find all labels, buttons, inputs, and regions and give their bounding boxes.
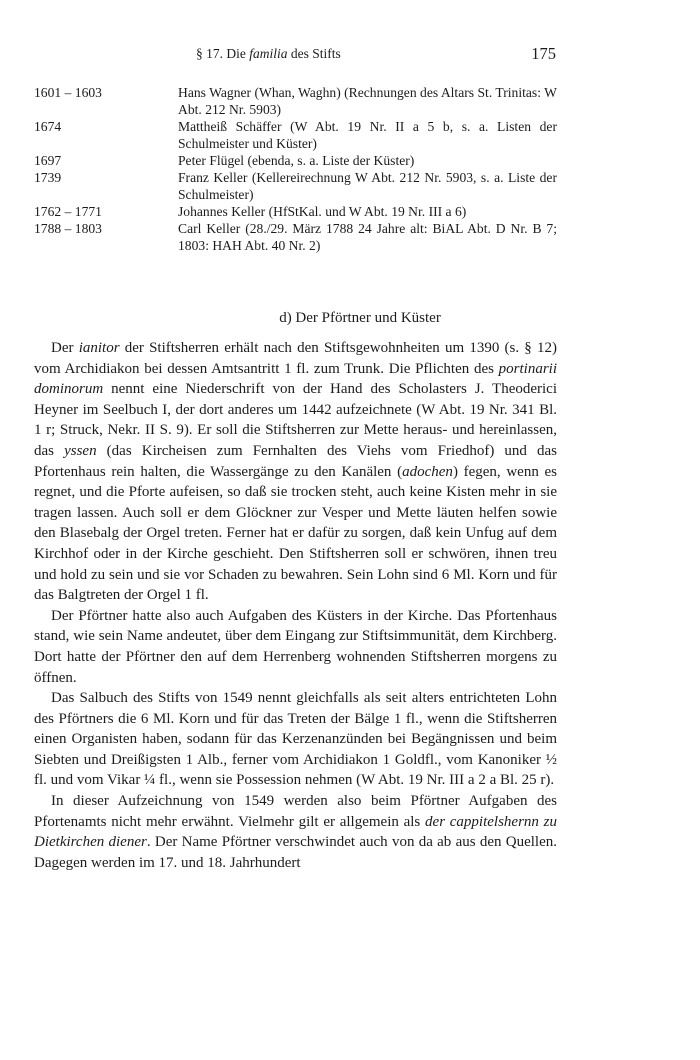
page-number: 175	[531, 44, 556, 63]
list-item	[34, 152, 557, 169]
italic-term: ianitor	[78, 340, 120, 356]
paragraph-2: Der Pförtner hatte also auch Aufgaben des Küsters in der Kirche. Das Pfortenhaus stand, wie sein Name andeutet, über dem Eingang zur Stiftsimmunität, dem Kirchberg. Dort hatte der Pförtner den auf dem Herrenberg wohnenden Stiftsherren morgens zu öffnen.	[34, 607, 557, 686]
list-item-date: 1739	[34, 170, 62, 185]
list-item-date: 1601 – 1603	[34, 85, 102, 100]
paragraph-3: Das Salbuch des Stifts von 1549 nennt gleichfalls als seit alters entrichteten Lohn des Pförtners die 6 Ml. Korn und für das Treten der Bälge 1 fl., wenn die Stiftsherren einen Organisten haben, sodann für das Kerzenanzünden bei Begängnissen und beim Siebten und Dreißigsten 1 Alb., ferner vom Archidiakon 1 Goldfl., vom Kanoniker ½ fl. und vom Vikar ¼ fl., wenn sie Possession nehmen (W Abt. 19 Nr. III a 2 a Bl. 25 r).	[34, 690, 557, 789]
text-run: nennt eine Niederschrift von der Hand des Scholasters J. Theoderici Heyner im Seelbuch I, der dort anderes um 1442 aufzeichnete (W Abt. 19 Nr. 341 Bl. 1 r; Struck, Nekr. II S. 9). Er soll die Stiftsherren zur Mette heraus- und hereinlassen, das	[34, 381, 557, 459]
running-header	[144, 46, 556, 66]
header-title-prefix: § 17. Die	[196, 46, 246, 61]
list-item-text: Mattheiß Schäffer (W Abt. 19 Nr. II a 5 b, s. a. Listen der Schulmeister und Küster)	[178, 119, 557, 151]
list-item-text: Franz Keller (Kellereirechnung W Abt. 212 Nr. 5903, s. a. Liste der Schulmeister)	[178, 170, 557, 202]
list-item-date: 1762 – 1771	[34, 204, 102, 219]
name-date-list	[34, 84, 557, 254]
header-title-italic: familia	[249, 46, 288, 61]
body-text	[34, 338, 557, 873]
list-item	[34, 118, 557, 152]
italic-term: yssen	[64, 442, 97, 459]
header-title	[196, 46, 341, 62]
text-run: In dieser Aufzeichnung von 1549 werden also beim Pförtner Aufgaben des Pfortenamts nicht mehr erwähnt. Vielmehr gilt er allgemein als	[34, 793, 557, 830]
list-item-date: 1674	[34, 119, 62, 134]
italic-term: adochen	[402, 463, 453, 480]
italic-quote: der cappitelshernn zu Dietkirchen diener	[34, 813, 558, 851]
paragraph-4	[34, 791, 557, 873]
text-run: . Der Name Pförtner verschwindet auch von da ab aus den Quellen. Dagegen werden im 17. und 18. Jahrhundert	[34, 834, 557, 871]
list-item-text: Johannes Keller (HfStKal. und W Abt. 19 Nr. III a 6)	[178, 204, 467, 219]
list-item-text: Carl Keller (28./29. März 1788 24 Jahre alt: BiAL Abt. D Nr. B 7; 1803: HAH Abt. 40 Nr. 2)	[178, 221, 557, 253]
paragraph-1	[34, 338, 557, 606]
header-title-suffix: des Stifts	[290, 46, 341, 61]
list-item-date: 1788 – 1803	[34, 221, 102, 236]
italic-term: portinarii dominorum	[34, 360, 557, 398]
text-run: Der	[51, 340, 79, 356]
text-run: der Stiftsherren erhält nach den Stiftsgewohnheiten um 1390 (s. § 12) vom Archidiakon bei dessen Amtsantritt 1 fl. zum Trunk. Die Pflichten des	[34, 340, 557, 377]
list-item-text: Hans Wagner (Whan, Waghn) (Rechnungen des Altars St. Trinitas: W Abt. 212 Nr. 5903)	[178, 85, 557, 117]
text-run: ) fegen, wenn es regnet, und die Pforte aufeisen, so daß sie trocken steht, auch keine Kisten mehr in sie tragen lassen. Auch soll er dem Glöckner zur Vesper und Mette läuten helfen sowie den Blasebalg der Orgel treten. Ferner hat er dafür zu sorgen, daß kein Unfug auf dem Kirchhof oder in der Kirche geschieht. Den Stiftsherren soll er schwören, ihnen treu und hold zu sein und sie vor Schaden zu bewahren. Sein Lohn sind 6 Ml. Korn und für das Balgtreten der Orgel 1 fl.	[34, 463, 558, 604]
text-run: (das Kircheisen zum Fernhalten des Viehs vom Friedhof) und das Pfortenhaus rein halten, die Wassergänge zu den Kanälen (	[34, 442, 557, 480]
list-item	[34, 84, 557, 118]
section-heading: d) Der Pförtner und Küster	[279, 310, 441, 326]
list-item-text: Peter Flügel (ebenda, s. a. Liste der Küster)	[178, 153, 415, 168]
list-item	[34, 220, 557, 254]
list-item	[34, 169, 557, 203]
list-item-date: 1697	[34, 153, 62, 168]
list-item	[34, 203, 557, 220]
